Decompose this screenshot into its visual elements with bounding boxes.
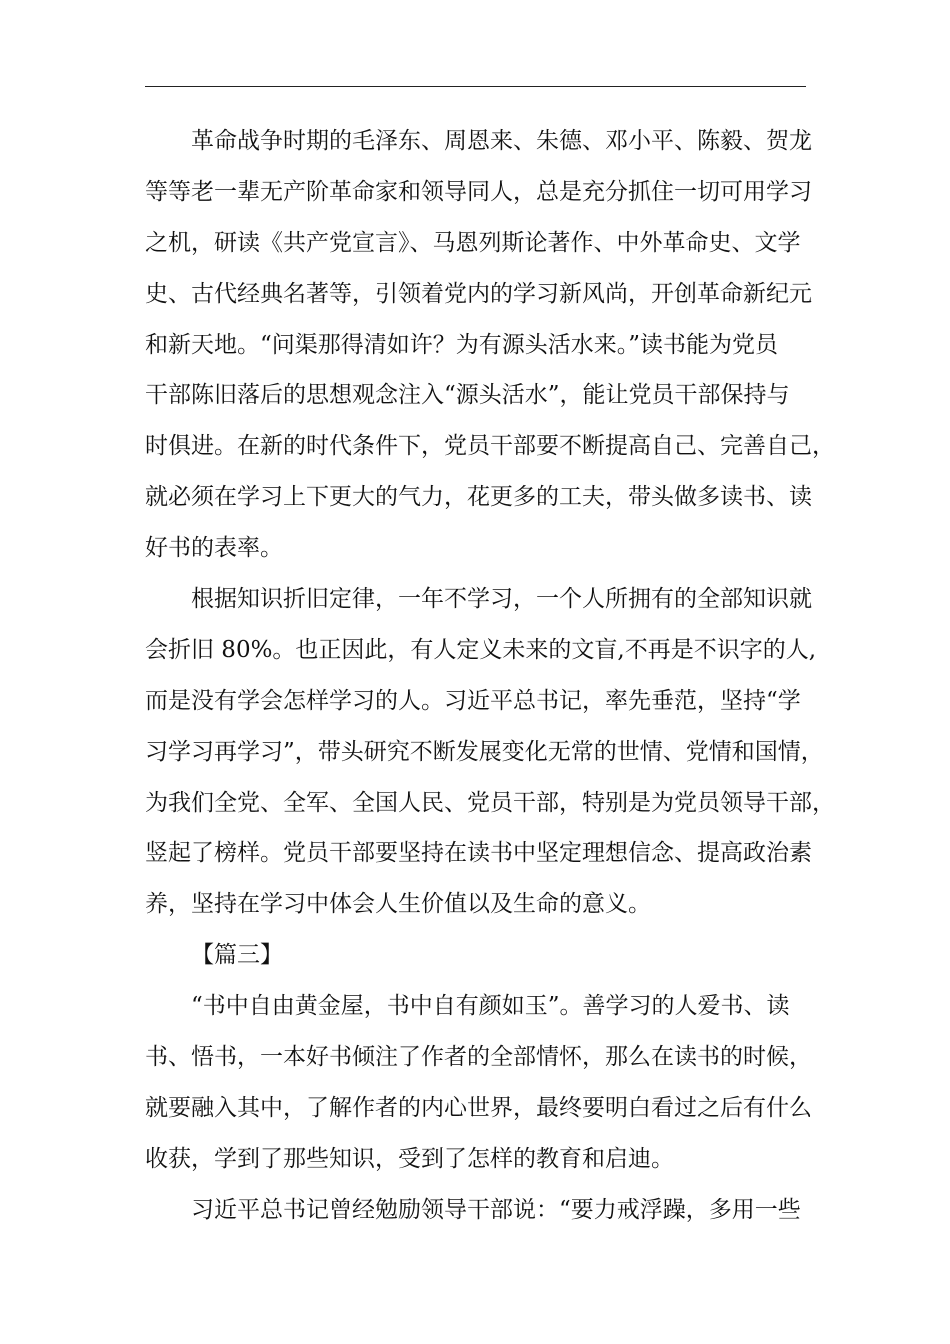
paragraph-line: 之机，研读《共产党宣言》、马恩列斯论著作、中外革命史、文学 bbox=[145, 229, 801, 256]
paragraph-line: 竖起了榜样。党员干部要坚持在读书中坚定理想信念、提高政治素 bbox=[145, 840, 812, 867]
paragraph-line: 习近平总书记曾经勉励领导干部说：“要力戒浮躁，多用一些 bbox=[191, 1196, 801, 1223]
paragraph-line: 史、古代经典名著等，引领着党内的学习新风尚，开创革命新纪元 bbox=[145, 280, 812, 307]
paragraph-line: 习学习再学习”，带头研究不断发展变化无常的世情、党情和国情， bbox=[145, 738, 824, 765]
paragraph-line: 而是没有学会怎样学习的人。习近平总书记，率先垂范，坚持“学 bbox=[145, 687, 801, 714]
paragraph-line: 好书的表率。 bbox=[145, 535, 283, 562]
body-text bbox=[145, 116, 835, 1236]
section-heading: 【篇三】 bbox=[191, 942, 283, 969]
paragraph-line: 收获，学到了那些知识，受到了怎样的教育和启迪。 bbox=[145, 1145, 674, 1172]
paragraph-line: 会折旧 80%。也正因此，有人定义未来的文盲,不再是不识字的人, bbox=[145, 636, 817, 663]
paragraph-line: 根据知识折旧定律，一年不学习，一个人所拥有的全部知识就 bbox=[191, 586, 812, 613]
paragraph-line: “书中自由黄金屋，书中自有颜如玉”。善学习的人爱书、读 bbox=[191, 993, 790, 1020]
paragraph-line: 时俱进。在新的时代条件下，党员干部要不断提高自己、完善自己， bbox=[145, 433, 835, 460]
paragraph-line: 革命战争时期的毛泽东、周恩来、朱德、邓小平、陈毅、贺龙 bbox=[191, 128, 812, 154]
paragraph-line: 养，坚持在学习中体会人生价值以及生命的意义。 bbox=[145, 891, 651, 918]
paragraph-line: 就要融入其中，了解作者的内心世界，最终要明白看过之后有什么 bbox=[145, 1094, 812, 1121]
paragraph-line: 等等老一辈无产阶革命家和领导同人，总是充分抓住一切可用学习 bbox=[145, 178, 812, 205]
paragraph-line: 就必须在学习上下更大的气力，花更多的工夫，带头做多读书、读 bbox=[145, 484, 812, 511]
paragraph-line: 干部陈旧落后的思想观念注入“源头活水”，能让党员干部保持与 bbox=[145, 382, 790, 409]
paragraph-line: 书、悟书，一本好书倾注了作者的全部情怀，那么在读书的时候， bbox=[145, 1044, 812, 1071]
header-rule bbox=[145, 86, 806, 87]
paragraph-line: 和新天地。“问渠那得清如许？为有源头活水来。”读书能为党员 bbox=[145, 331, 779, 358]
paragraph-line: 为我们全党、全军、全国人民、党员干部，特别是为党员领导干部， bbox=[145, 789, 835, 816]
